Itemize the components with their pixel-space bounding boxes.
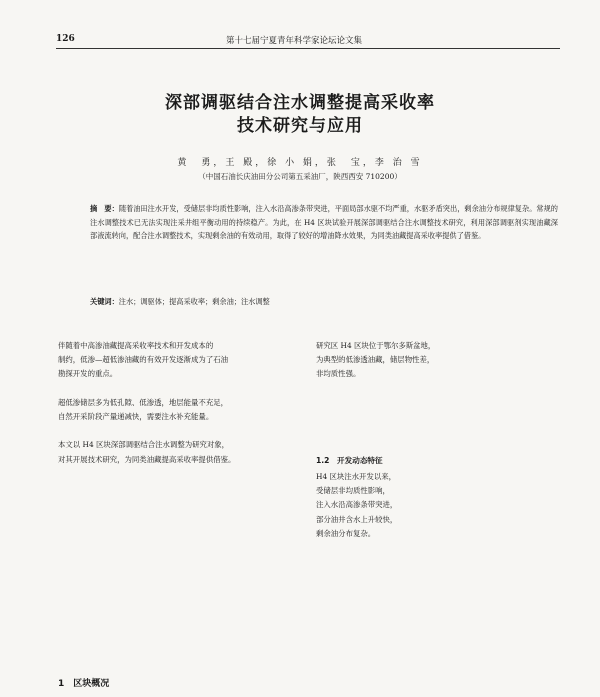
running-header [56, 34, 560, 49]
paper-title [0, 92, 600, 138]
right-line: 非均质性强。 [316, 369, 361, 379]
keywords [90, 297, 558, 307]
right-line-2: 受储层非均质性影响， [316, 486, 390, 496]
right-line-2: H4 区块注水开发以来， [316, 472, 397, 481]
abstract-label: 摘 要： [90, 204, 119, 213]
right-column [316, 339, 560, 382]
left-line: 对其开展技术研究，为同类油藏提高采收率提供借鉴。 [58, 454, 236, 464]
right-line-2: 剩余油分布复杂。 [316, 528, 376, 538]
abstract-text: 随着油田注水开发，受储层非均质性影响，注入水沿高渗条带突进，平面局部水驱不均严重，水驱矛盾突出，剩余油分布规律复杂。常规的注水调整技术已无法实现注采井组平衡动用的持续稳产。为此，在 H4 区块试验开展深部调驱结合注水调整技术研究，利用深部调驱剂实现油藏深部液流转向，配合注水调整技术，实现剩余油的有效动用，取得了较好的增油降水效果，为同类油藏提高采收率提供了借鉴。 [90, 204, 558, 240]
authors: 黄 勇，王 殿，徐 小 娟，张 宝，李 治 雪 [177, 158, 423, 168]
abstract [90, 202, 558, 243]
left-line: 勘探开发的重点。 [58, 369, 118, 379]
right-line: 为典型的低渗透油藏，储层物性差， [316, 355, 435, 365]
title-line-2: 技术研究与应用 [237, 116, 363, 136]
section-heading: 1 区块概况 [58, 679, 110, 689]
left-line: 自然开采阶段产量递减快，需要注水补充能量。 [58, 411, 214, 421]
left-line [58, 382, 306, 396]
left-column [58, 339, 306, 467]
affiliation: （中国石油长庆油田分公司第五采油厂，陕西西安 710200） [198, 172, 402, 181]
left-line [58, 424, 306, 438]
page-number: 126 [56, 34, 75, 44]
running-title: 第十七届宁夏青年科学家论坛论文集 [226, 36, 363, 46]
right-line: 研究区 H4 区块位于鄂尔多斯盆地， [316, 341, 436, 350]
left-line: 超低渗储层多为低孔隙、低渗透，地层能量不充足， [58, 397, 228, 407]
left-line: 伴随着中高渗油藏提高采收率技术和开发成本的 [58, 341, 214, 350]
right-line-2: 注入水沿高渗条带突进， [316, 500, 398, 510]
keywords-label: 关键词： [90, 297, 119, 306]
right-column-2 [316, 470, 560, 541]
keywords-text: 注水；调驱体；提高采收率；剩余油；注水调整 [118, 297, 270, 306]
title-line-1: 深部调驱结合注水调整提高采收率 [165, 93, 435, 113]
left-line: 制约，低渗—超低渗油藏的有效开发逐渐成为了石油 [58, 355, 228, 365]
right-line-2: 部分油井含水上升较快， [316, 514, 398, 524]
subsection-heading: 1.2 开发动态特征 [316, 456, 383, 465]
left-line: 本文以 H4 区块深部调驱结合注水调整为研究对象， [58, 440, 230, 450]
